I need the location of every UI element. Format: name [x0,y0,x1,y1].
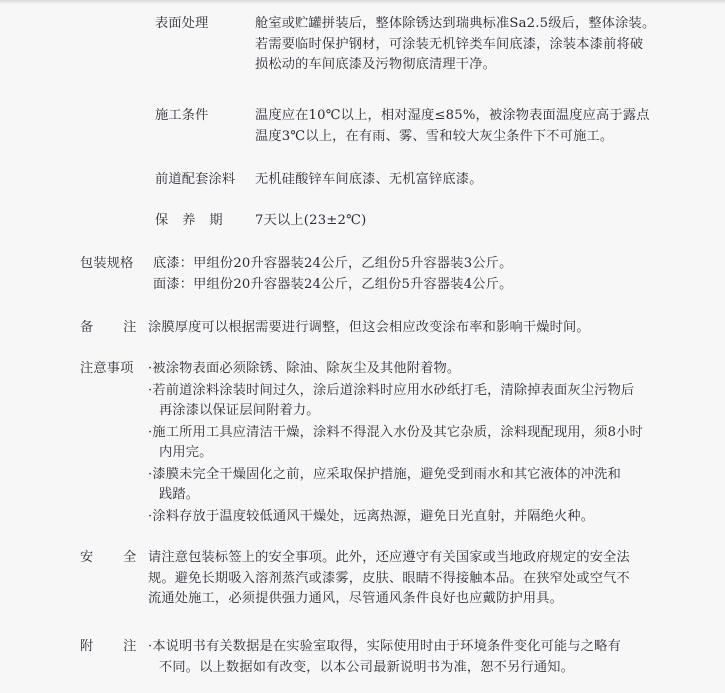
note-line: ·被涂物表面必须除锈、除油、除灰尘及其他附着物。 [148,361,461,376]
body-line: 无机硅酸锌车间底漆、无机富锌底漆。 [255,172,483,187]
note-item [148,359,643,380]
body-line: 不同。以上数据如有改变，以本公司最新说明书为准，恕不另行通知。 [159,659,575,675]
subsection-body [255,106,650,147]
section-label: 安全 [80,550,167,565]
note-line: 践踏。 [159,487,200,502]
note-line: 再涂漆以保证层间附着力。 [159,403,320,418]
section-label: 包装规格 [80,256,134,271]
section-body [148,318,590,339]
body-line: 面漆：甲组份20升容器装24公斤，乙组份5升容器装4公斤。 [153,276,513,292]
subsection-label: 保养期 [155,213,237,228]
note-line: ·施工所用工具应清洁干燥，涂料不得混入水份及其它杂质，涂料现配现用，须8小时 [148,424,643,440]
note-line: ·若前道涂料涂装时间过久，涂后道涂料时应用水砂纸打毛，清除掉表面灰尘污物后 [148,382,635,398]
note-item [148,507,643,528]
body-line: 请注意包装标签上的安全事项。此外，还应遵守有关国家或当地政府规定的安全法 [148,550,630,565]
note-line: ·漆膜未完全干燥固化之前，应采取保护措施，避免受到雨水和其它液体的冲洗和 [148,466,621,482]
section-label: 附注 [80,639,167,654]
body-line: 损松动的车间底漆及污物彻底清理干净。 [255,57,496,72]
body-line: 底漆：甲组份20升容器装24公斤，乙组份5升容器装3公斤。 [153,256,513,271]
body-line: 温度3℃以上，在有雨、雾、雪和较大灰尘条件下不可施工。 [255,128,614,144]
body-line: 7天以上(23±2℃) [255,213,367,228]
subsection-body [255,14,655,76]
subsection-body [255,211,366,232]
body-line: 流通处施工，必须提供强力通风，尽管通风条件良好也应戴防护用具。 [148,591,564,606]
notes-list [148,359,643,527]
section-body [148,637,621,678]
note-line: ·涂料存放于温度较低通风干燥处，远离热源，避免日光直射，并隔绝火种。 [148,508,595,524]
note-item [148,381,643,422]
subsection-label: 前道配套涂料 [155,172,236,187]
section-label: 注意事项 [80,361,134,376]
body-line: 规。避免长期吸入溶剂蒸汽或漆雾，皮肤、眼睛不得接触本品。在狭窄处或空气不 [148,570,630,586]
note-item [148,423,643,464]
body-line: 舱室或贮罐拼装后，整体除锈达到瑞典标准Sa2.5级后，整体涂装。 [255,16,656,31]
body-line: 涂膜厚度可以根据需要进行调整，但这会相应改变涂布率和影响干燥时间。 [148,320,590,335]
section-body [148,548,630,610]
note-line: 内用完。 [159,445,213,460]
body-line: 若需要临时保护钢材，可涂装无机锌类车间底漆，涂装本漆前将破 [255,36,644,52]
body-line: 温度应在10℃以上，相对湿度≤85%，被涂物表面温度应高于露点 [255,108,650,123]
subsection-label: 施工条件 [155,108,209,123]
subsection-label: 表面处理 [155,16,209,31]
body-line: ·本说明书有关数据是在实验室取得，实际使用时由于环境条件变化可能与之略有 [148,639,621,654]
note-item [148,465,643,506]
section-label: 备注 [80,320,167,335]
subsection-body [255,170,483,191]
section-body [153,254,512,295]
scan-edge [0,0,725,4]
